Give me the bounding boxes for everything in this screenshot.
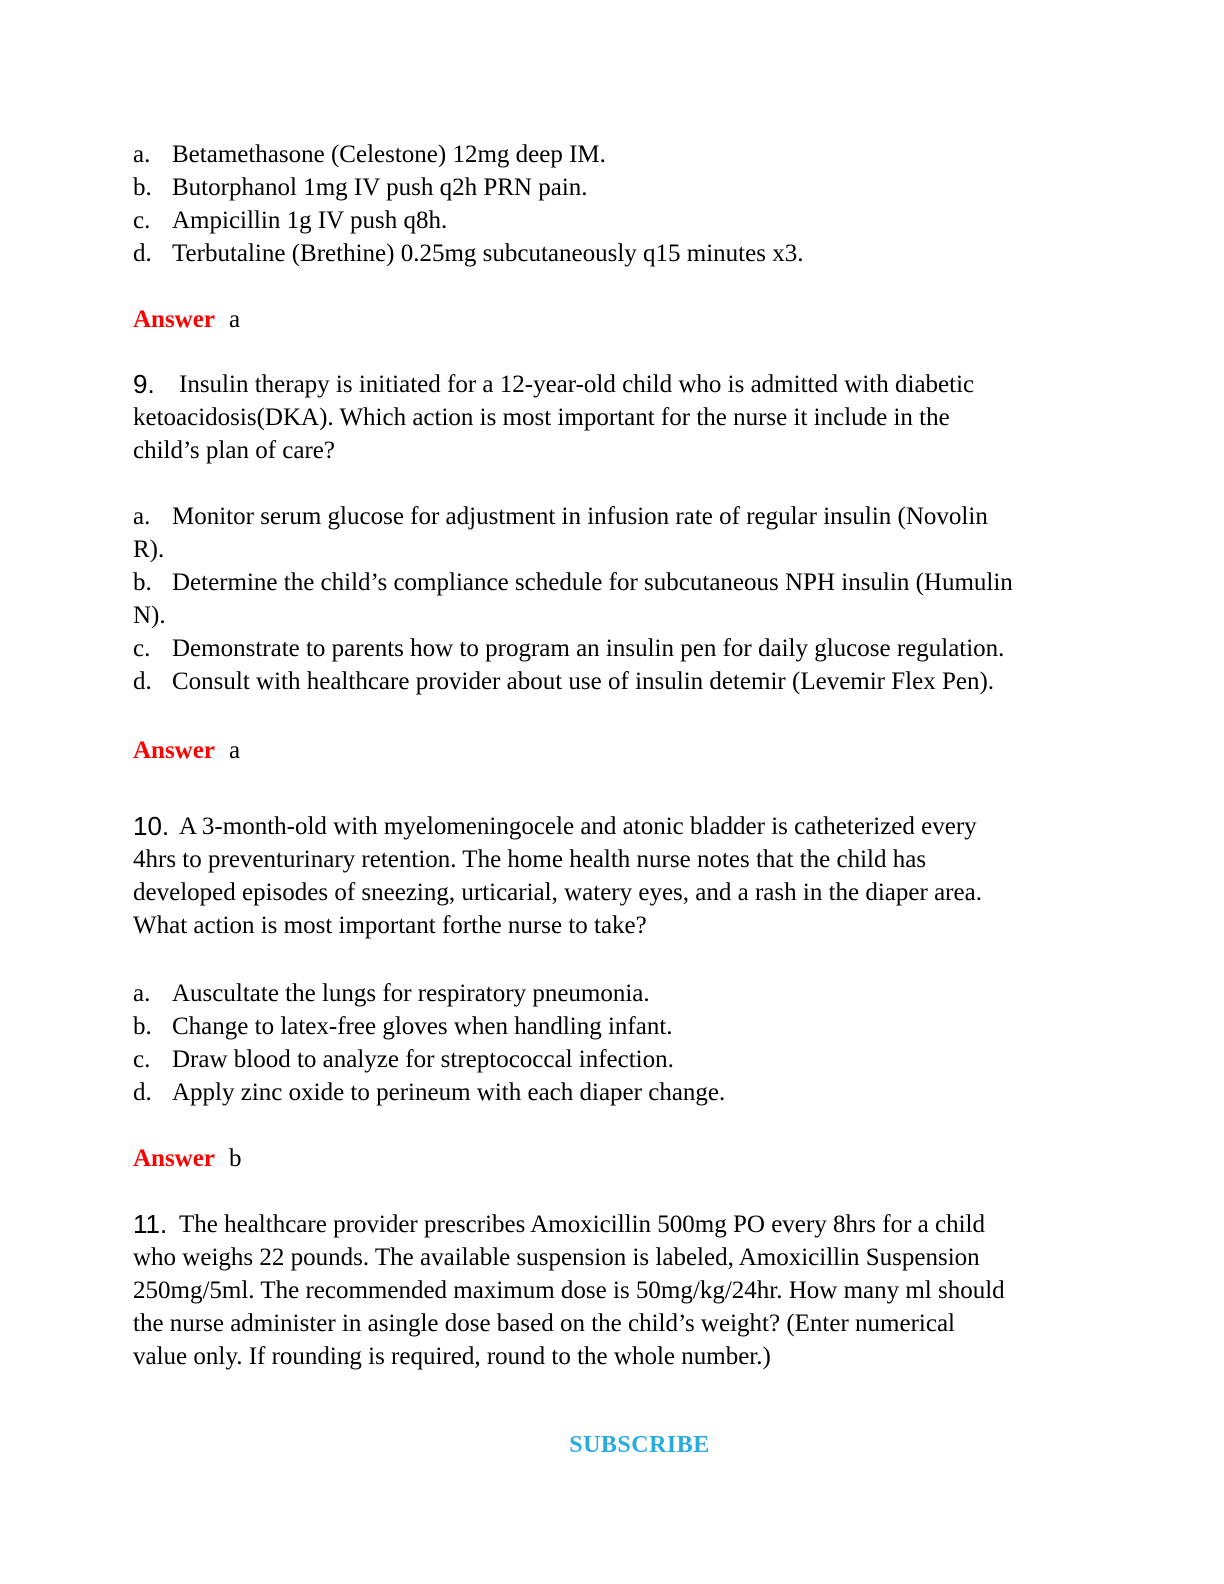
option-letter: b. — [133, 569, 152, 596]
option-row-b — [133, 566, 1124, 599]
option-letter: d. — [133, 668, 152, 695]
option-letter: a. — [133, 503, 151, 530]
option-text: Butorphanol 1mg IV push q2h PRN pain. — [172, 174, 588, 201]
option-row-d — [133, 665, 1124, 698]
option-text: Draw blood to analyze for streptococcal infection. — [172, 1046, 674, 1073]
question-number: 10. — [133, 811, 170, 841]
question-text: Insulin therapy is initiated for a 12-year-old child who is admitted with diabetic — [179, 371, 975, 398]
option-text: Auscultate the lungs for respiratory pneumonia. — [172, 980, 650, 1007]
answer-row-q9 — [133, 734, 1124, 767]
answer-value: a — [228, 737, 241, 764]
option-row-d — [133, 237, 1124, 270]
option-row-d — [133, 1076, 1124, 1109]
option-text: Ampicillin 1g IV push q8h. — [172, 207, 448, 234]
question-10 — [133, 810, 1124, 942]
subscribe-link[interactable]: SUBSCRIBE — [569, 1432, 710, 1458]
option-letter: b. — [133, 1013, 152, 1040]
question-line: What action is most important forthe nurse to take? — [133, 912, 647, 939]
option-continuation: R). — [133, 536, 165, 563]
option-row-c — [133, 632, 1124, 665]
option-text: Monitor serum glucose for adjustment in infusion rate of regular insulin (Novolin — [172, 503, 988, 530]
question-line — [133, 1208, 1124, 1241]
question-line: child’s plan of care? — [133, 437, 335, 464]
option-text: Change to latex-free gloves when handling infant. — [172, 1013, 673, 1040]
option-text: Demonstrate to parents how to program an insulin pen for daily glucose regulation. — [172, 635, 1005, 662]
question-line: developed episodes of sneezing, urticarial, watery eyes, and a rash in the diaper area. — [133, 879, 982, 906]
option-text: Apply zinc oxide to perineum with each diaper change. — [172, 1079, 726, 1106]
question-line — [133, 810, 1124, 843]
option-text: Determine the child’s compliance schedule for subcutaneous NPH insulin (Humulin — [172, 569, 1013, 596]
option-row-a — [133, 977, 1124, 1010]
option-row-c — [133, 1043, 1124, 1076]
option-row-c — [133, 204, 1124, 237]
option-letter: a. — [133, 980, 151, 1007]
option-letter: b. — [133, 174, 152, 201]
answer-value: a — [228, 306, 241, 333]
option-text: Consult with healthcare provider about use of insulin detemir (Levemir Flex Pen). — [172, 668, 995, 695]
option-letter: d. — [133, 240, 152, 267]
question-line: the nurse administer in asingle dose based on the child’s weight? (Enter numerical — [133, 1310, 955, 1337]
question-9 — [133, 368, 1124, 467]
question-11 — [133, 1208, 1124, 1373]
question-number: 11. — [133, 1209, 168, 1239]
answer-row-q8 — [133, 303, 1124, 336]
answer-label: Answer — [133, 306, 215, 333]
option-letter: a. — [133, 141, 151, 168]
question-text: A 3-month-old with myelomeningocele and atonic bladder is catheterized every — [179, 813, 977, 840]
option-letter: d. — [133, 1079, 152, 1106]
question-line: value only. If rounding is required, round to the whole number.) — [133, 1343, 771, 1370]
option-text: Terbutaline (Brethine) 0.25mg subcutaneously q15 minutes x3. — [172, 240, 804, 267]
answer-label: Answer — [133, 737, 215, 764]
answer-label: Answer — [133, 1145, 215, 1172]
question-line: 250mg/5ml. The recommended maximum dose is 50mg/kg/24hr. How many ml should — [133, 1277, 1005, 1304]
question-9-options — [133, 500, 1124, 698]
question-number: 9. — [133, 369, 155, 399]
answer-row-q10 — [133, 1142, 1124, 1175]
option-row-b — [133, 171, 1124, 204]
question-line: ketoacidosis(DKA). Which action is most important for the nurse it include in the — [133, 404, 950, 431]
question-text: The healthcare provider prescribes Amoxicillin 500mg PO every 8hrs for a child — [179, 1211, 986, 1238]
question-8-options — [133, 138, 1124, 270]
option-continuation: N). — [133, 602, 166, 629]
question-line: who weighs 22 pounds. The available suspension is labeled, Amoxicillin Suspension — [133, 1244, 980, 1271]
question-line: 4hrs to preventurinary retention. The home health nurse notes that the child has — [133, 846, 927, 873]
page-footer — [133, 1430, 1124, 1460]
option-letter: c. — [133, 207, 151, 234]
option-letter: c. — [133, 1046, 151, 1073]
question-line — [133, 368, 1124, 401]
option-letter: c. — [133, 635, 151, 662]
option-row-b — [133, 1010, 1124, 1043]
question-10-options — [133, 977, 1124, 1109]
option-row-a — [133, 500, 1124, 533]
option-text: Betamethasone (Celestone) 12mg deep IM. — [172, 141, 606, 168]
option-row-a — [133, 138, 1124, 171]
answer-value: b — [228, 1145, 242, 1172]
